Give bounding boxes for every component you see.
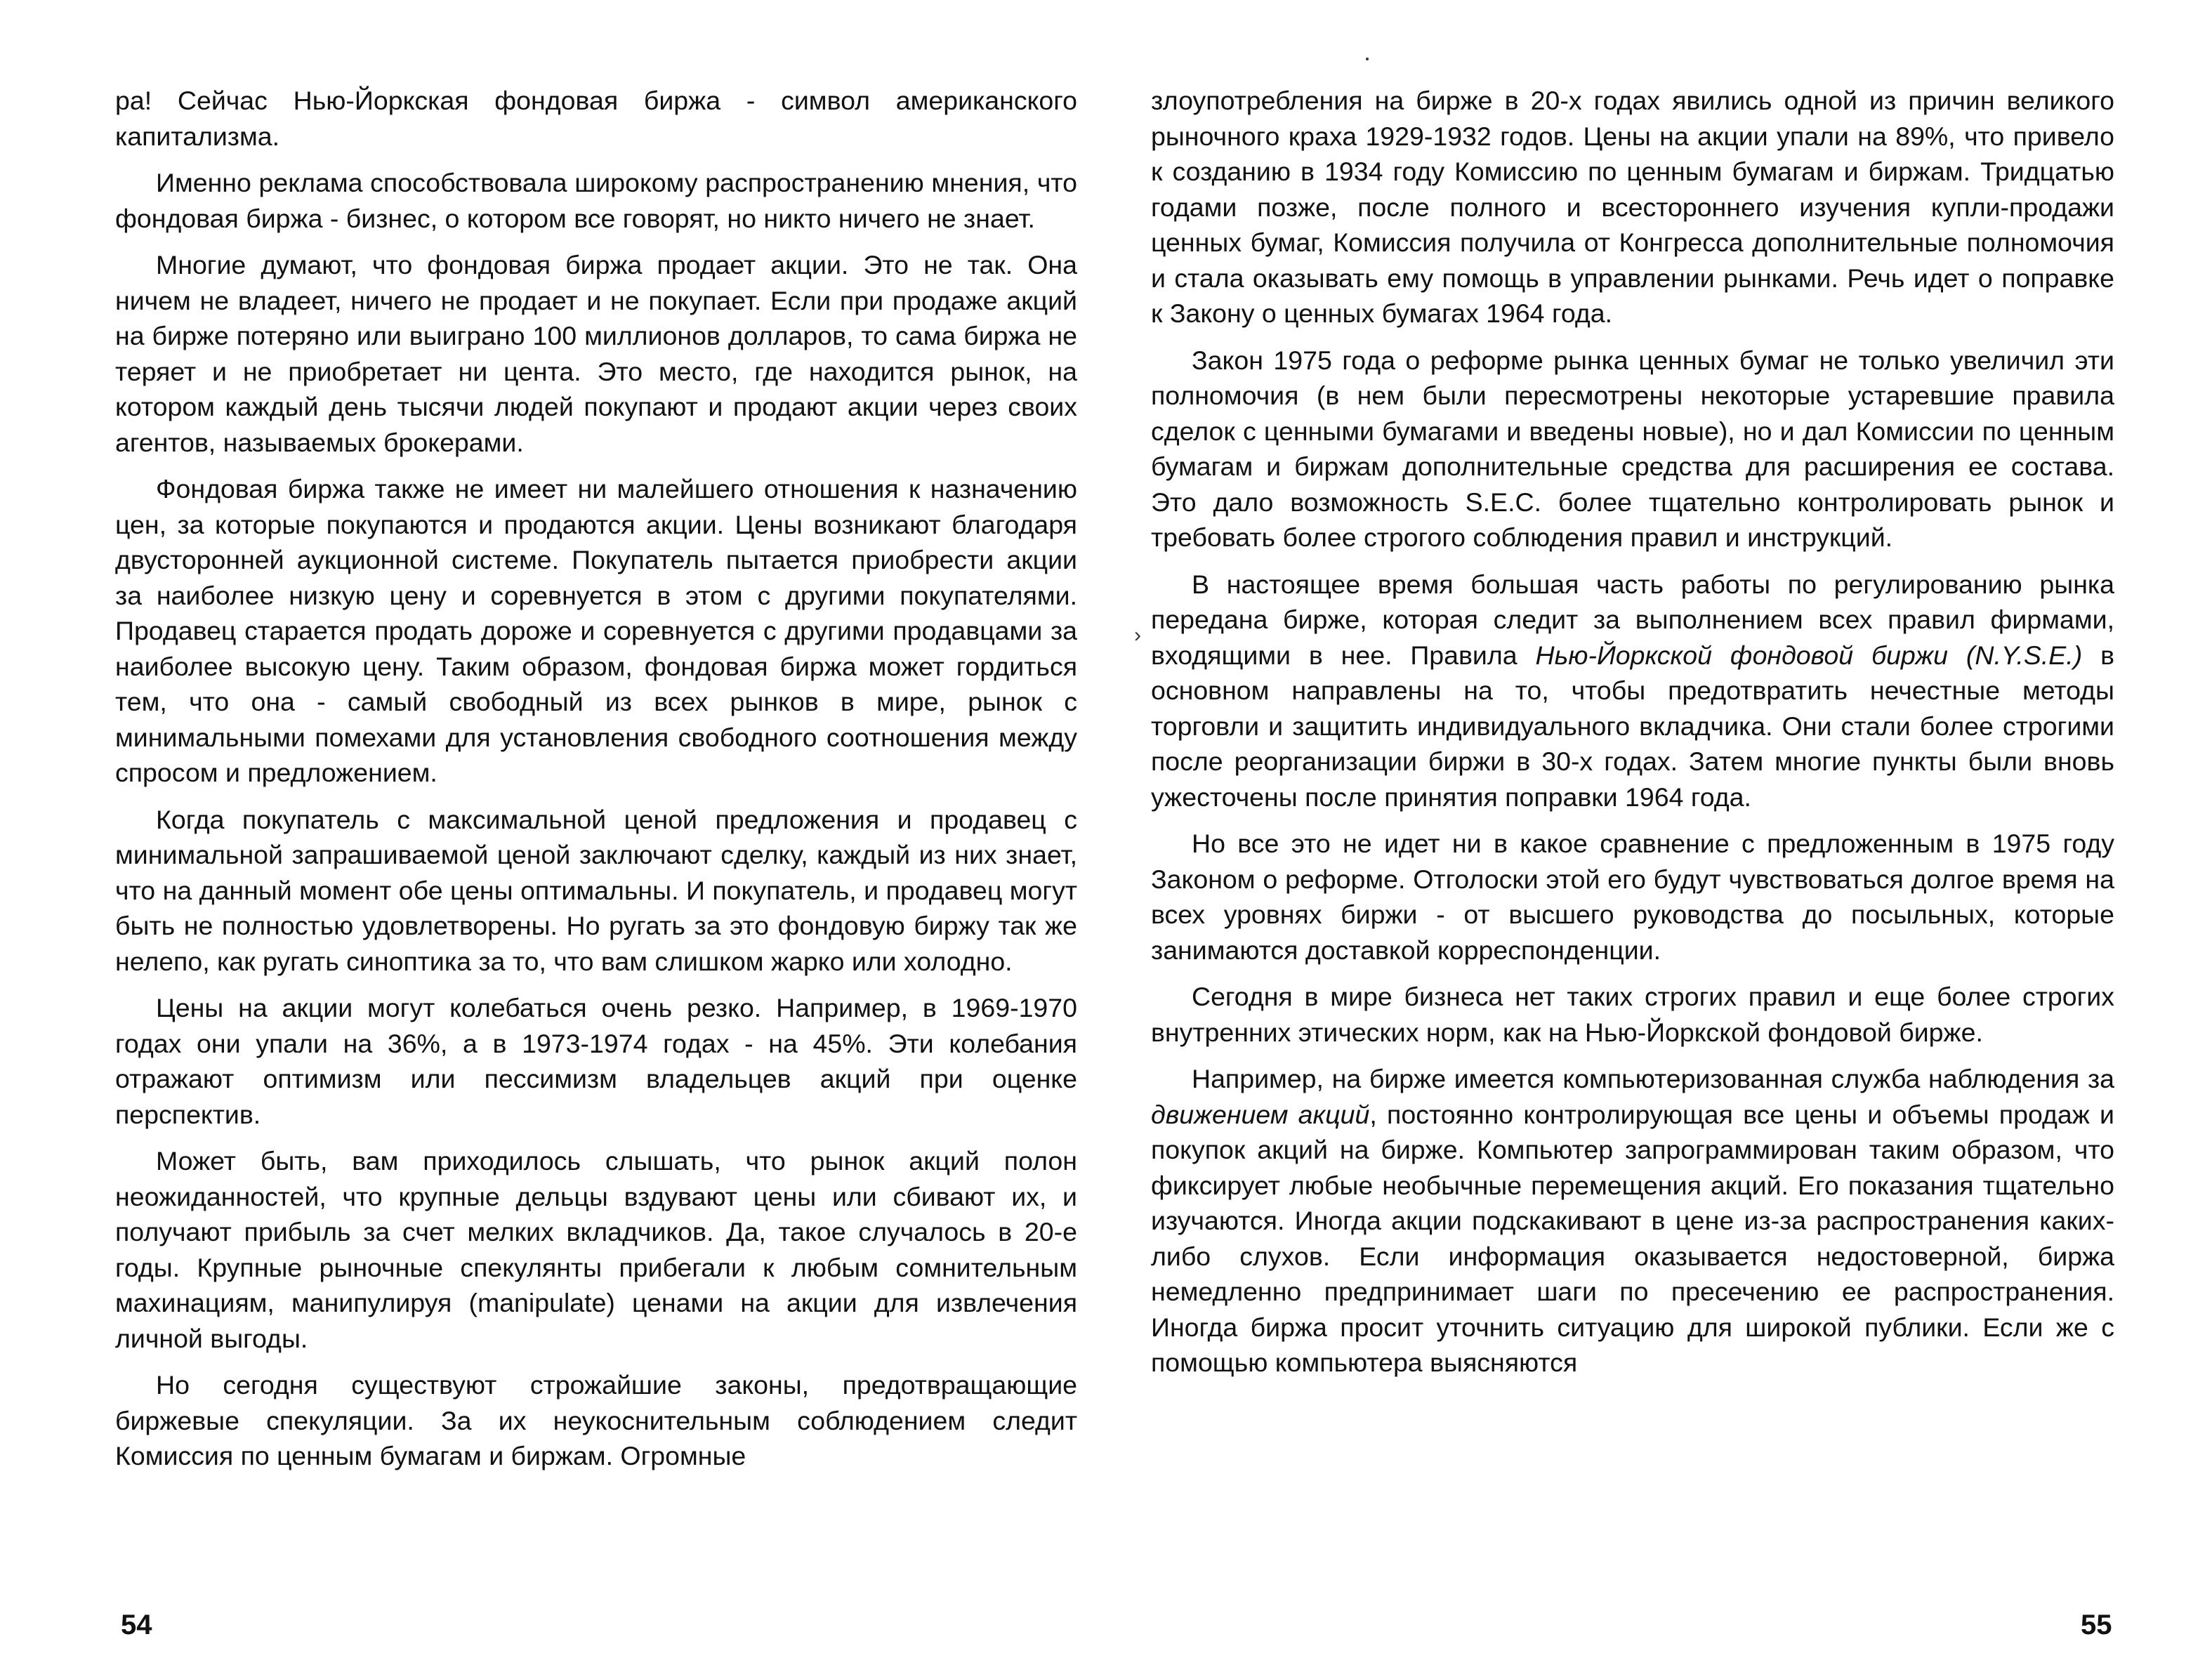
speck-mark (1366, 58, 1369, 60)
left-paragraph-6: Цены на акции могут колебаться очень резко. Например, в 1969-1970 годах они упали на 36%, а в 1973-1974 годах - на 45%. Эти колебания отражают оптимизм или пессимизм владельцев акций при оценке перспектив. (115, 993, 1077, 1129)
right-paragraph-4: Но все это не идет ни в какое сравнение с предложенным в 1975 году Законом о реформе. Отголоски этой его будут чувствоваться долгое время на всех уровнях биржи - от высшего руководства до посыльных, которые занимаются доставкой корреспонденции. (1151, 829, 2114, 965)
right-paragraph-6-end: , постоянно контролирующая все цены и объемы продаж и покупок акций на бирже. Компьютер запрограммирован таким образом, что фиксирует любые необычные перемещения акций. Его показания тщательно изучаются. Иногда акции подскакивают в цене из-за распространения каких-либо слухов. Если информация оказывается недостоверной, биржа немедленно предпринимает шаги по пресечению ее распространения. Иногда биржа просит уточнить ситуацию для широкой публики. Если же с помощью компьютера выясняются (1151, 1099, 2114, 1377)
left-paragraph-1: ра! Сейчас Нью-Йоркская фондовая биржа - символ американского капитализма. (115, 86, 1077, 151)
left-paragraph-4: Фондовая биржа также не имеет ни малейшего отношения к назначению цен, за которые покупаются и продаются акции. Цены возникают благодаря двусторонней аукционной системе. Покупатель пытается приобрести акции за наиболее низкую цену и соревнуется в этом с другими покупателями. Продавец старается продать дороже и соревнуется с другими продавцами за наиболее высокую цену. Таким образом, фондовая биржа может гордиться тем, что она - самый свободный из всех рынков в мире, рынок с минимальными помехами для установления свободного соотношения между спросом и предложением. (115, 474, 1077, 787)
right-paragraph-1: злоупотребления на бирже в 20-х годах явились одной из причин великого рыночного краха 1929-1932 годов. Цены на акции упали на 89%, что привело к созданию в 1934 году Комиссию по ценным бумагам и биржам. Тридцатью годами позже, после полного и всестороннего изучения купли-продажи ценных бумаг, Комиссия получила от Конгресса дополнительные полномочия и стала оказывать ему помощь в управлении рынками. Речь идет о поправке к Закону о ценных бумагах 1964 года. (1151, 86, 2114, 328)
left-paragraph-3: Многие думают, что фондовая биржа продает акции. Это не так. Она ничем не владеет, ничего не продает и не покупает. Если при продаже акций на бирже потеряно или выиграно 100 миллионов долларов, то сама биржа не теряет и не приобретает ни цента. Это место, где находится рынок, на котором каждый день тысячи людей покупают и продают акции через своих агентов, называемых брокерами. (115, 250, 1077, 457)
margin-tick-mark: › (1134, 624, 1141, 647)
right-paragraph-3-start: В настоящее время большая часть работы по регулированию рынка передана бирже, которая следит за выполнением всех правил фирмами, входящими в нее. Правила (1151, 569, 2114, 670)
left-text-column (115, 83, 1077, 1485)
right-paragraph-5: Сегодня в мире бизнеса нет таких строгих правил и еще более строгих внутренних этических норм, как на Нью-Йоркской фондовой бирже. (1151, 982, 2114, 1047)
page-number-right: 55 (2081, 1610, 2112, 1640)
page-number-left: 54 (121, 1610, 152, 1640)
left-paragraph-2: Именно реклама способствовала широкому распространению мнения, что фондовая биржа - бизнес, о котором все говорят, но никто ничего не знает. (115, 168, 1077, 233)
left-paragraph-7: Может быть, вам приходилось слышать, что рынок акций полон неожиданностей, что крупные дельцы вздувают цены или сбивают их, и получают прибыль за счет мелких вкладчиков. Да, такое случалось в 20-е годы. Крупные рыночные спекулянты прибегали к любым сомнительным махинациям, манипулируя (manipulate) ценами на акции для извлечения личной выгоды. (115, 1146, 1077, 1353)
right-paragraph-3 (1151, 567, 2114, 815)
right-paragraph-6 (1151, 1061, 2114, 1381)
right-page (1106, 0, 2212, 1672)
right-paragraph-6-start: Например, на бирже имеется компьютеризованная служба наблюдения за (1192, 1064, 2114, 1093)
stock-movement-italic: движением акций (1151, 1099, 1370, 1129)
right-paragraph-3-end: в основном направлены на то, чтобы предотвратить нечестные методы торговли и защитить индивидуального вкладчика. Они стали более строгими после реорганизации биржи в 30-х годах. Затем многие пункты были вновь ужесточены после принятия поправки 1964 года. (1151, 640, 2114, 812)
left-paragraph-5: Когда покупатель с максимальной ценой предложения и продавец с минимальной запрашиваемой ценой заключают сделку, каждый из них знает, что на данный момент обе цены оптимальны. И покупатель, и продавец могут быть не полностью удовлетворены. Но ругать за это фондовую биржу так же нелепо, как ругать синоптика за то, что вам слишком жарко или холодно. (115, 804, 1077, 976)
right-paragraph-2: Закон 1975 года о реформе рынка ценных бумаг не только увеличил эти полномочия (в нем были пересмотрены некоторые устаревшие правила сделок с ценными бумагами и введены новые), но и дал Комиссии по ценным бумагам и биржам дополнительные средства для расширения ее состава. Это дало возможность S.E.C. более тщательно контролировать рынок и требовать более строгого соблюдения правил и инструкций. (1151, 345, 2114, 552)
right-text-column (1151, 83, 2114, 1392)
left-paragraph-8: Но сегодня существуют строжайшие законы, предотвращающие биржевые спекуляции. За их неукоснительным соблюдением следит Комиссия по ценным бумагам и биржам. Огромные (115, 1370, 1077, 1470)
nyse-rules-italic: Нью-Йоркской фондовой биржи (N.Y.S.E.) (1535, 640, 2083, 670)
